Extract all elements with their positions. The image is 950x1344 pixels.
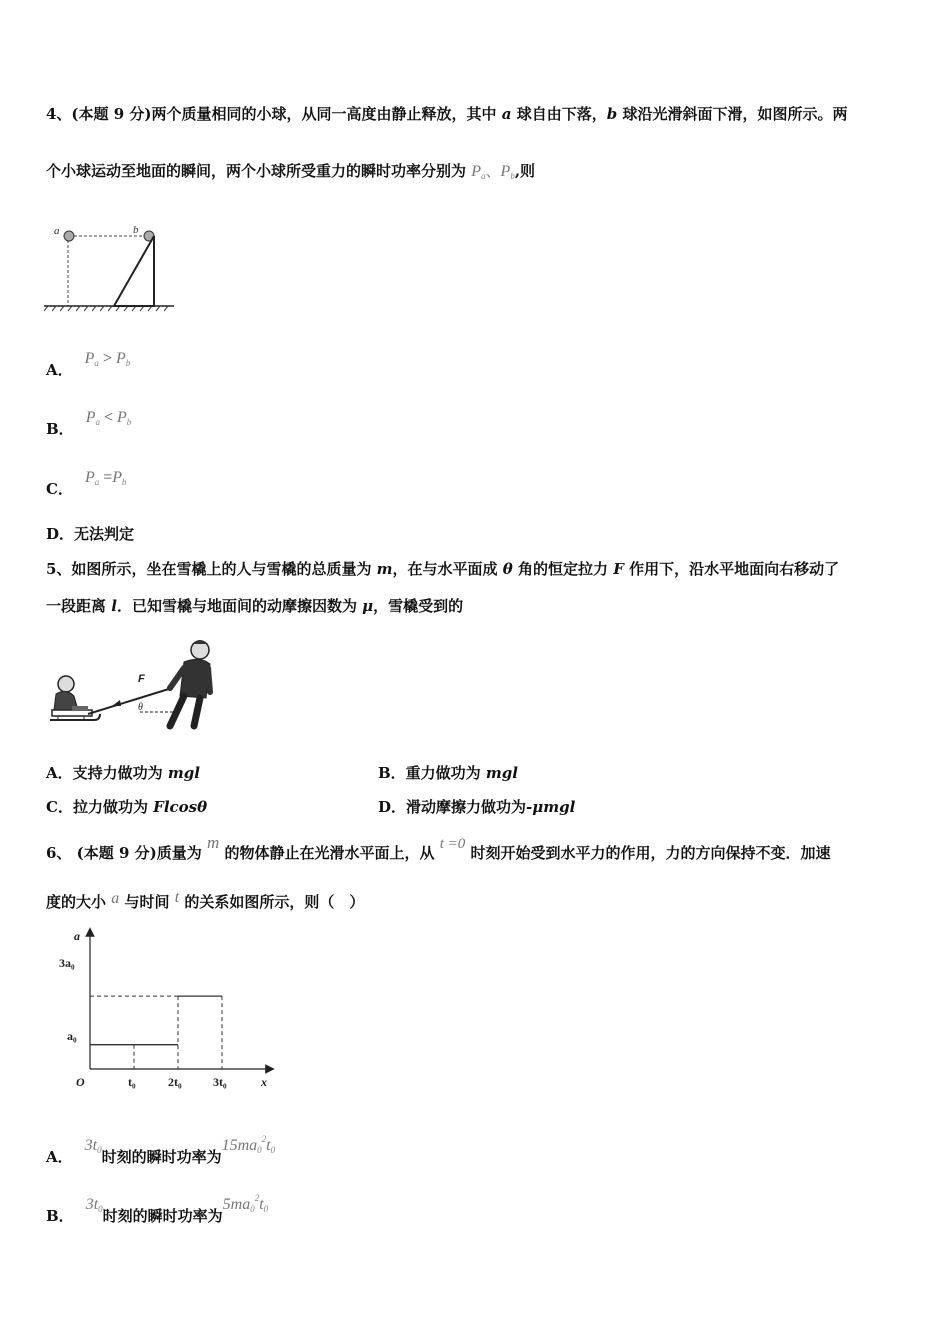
rope xyxy=(88,688,172,714)
at-graph xyxy=(58,926,280,1094)
q6-stem-line1: 6、 (本题 9 分)质量为 m 的物体静止在光滑水平面上，从 t =0 时刻开始受到水平力的作用，力的方向保持不变．加速 xyxy=(46,833,831,862)
q4-option-a[interactable] xyxy=(46,347,131,379)
q4-text: ,则 xyxy=(514,162,536,180)
q4-text: 4、(本题 9 分)两个质量相同的小球，从同一高度由静止释放，其中 xyxy=(46,105,502,123)
q5-option-c[interactable]: C．拉力做功为 Flcosθ xyxy=(46,798,208,816)
fig-label-a: a xyxy=(54,225,60,237)
q5-stem-line2: 一段距离 l．已知雪橇与地面间的动摩擦因数为 μ，雪橇受到的 xyxy=(46,597,464,615)
q4-text: 个小球运动至地面的瞬间，两个小球所受重力的瞬时功率分别为 xyxy=(46,162,472,180)
x-axis-label: x xyxy=(261,1075,267,1089)
y-tick-label: 3a₀ xyxy=(59,956,75,970)
q5-option-d[interactable]: D．滑动摩擦力做功为-μmgl xyxy=(378,798,576,816)
incline xyxy=(114,236,154,306)
y-axis-label: a xyxy=(74,929,80,943)
q4-text: 球自由下落， xyxy=(511,105,607,123)
q4-figure xyxy=(44,220,176,312)
option-label: A． xyxy=(46,361,73,379)
q4-option-d[interactable]: D．无法判定 xyxy=(46,525,135,543)
option-expr: $P_a =P_b$ xyxy=(84,469,127,487)
x-tick-label: t₀ xyxy=(128,1075,136,1089)
theta-label: θ xyxy=(138,702,143,713)
q5-option-b[interactable]: B．重力做功为 mgl xyxy=(378,764,518,782)
option-label: B． xyxy=(46,420,74,438)
q6-option-a[interactable]: A．$3t_0$时刻的瞬时功率为$15ma_0^2t_0$ xyxy=(46,1134,276,1166)
q5-stem-line1: 5、如图所示，坐在雪橇上的人与雪橇的总质量为 m，在与水平面成 θ 角的恒定拉力 F 作用下，沿水平地面向右移动了 xyxy=(46,560,840,578)
y-tick-label: a₀ xyxy=(67,1029,77,1043)
q6-option-b[interactable]: B．$3t_0$时刻的瞬时功率为$5ma_0^2t_0$ xyxy=(46,1193,269,1225)
option-expr: $P_a > P_b$ xyxy=(84,350,131,368)
origin-label: O xyxy=(76,1075,85,1089)
option-expr: $P_a < P_b$ xyxy=(85,409,132,427)
x-tick-label: 2t₀ xyxy=(168,1075,182,1089)
q4-option-b[interactable] xyxy=(46,406,132,438)
fig-label-b: b xyxy=(133,224,139,236)
q4-stem-line2 xyxy=(46,160,535,181)
force-label: F xyxy=(138,673,145,685)
separator: 、 xyxy=(485,162,501,180)
pa-symbol: $P_a$ xyxy=(471,163,486,181)
var-a: a xyxy=(501,105,512,123)
option-label: C． xyxy=(46,480,73,498)
q5-option-a[interactable]: A．支持力做功为 mgl xyxy=(46,764,200,782)
q4-stem-line1 xyxy=(46,103,847,124)
sled-figure xyxy=(44,636,222,732)
q4-text: 球沿光滑斜面下滑，如图所示。两 xyxy=(617,105,848,123)
pb-symbol: $P_b$ xyxy=(500,163,515,181)
q4-option-c[interactable] xyxy=(46,466,127,498)
q6-stem-line2: 度的大小 a 与时间 t 的关系如图所示，则（ ） xyxy=(46,889,365,911)
ball-a xyxy=(64,231,74,241)
x-tick-label: 3t₀ xyxy=(213,1075,227,1089)
var-b: b xyxy=(606,105,618,123)
